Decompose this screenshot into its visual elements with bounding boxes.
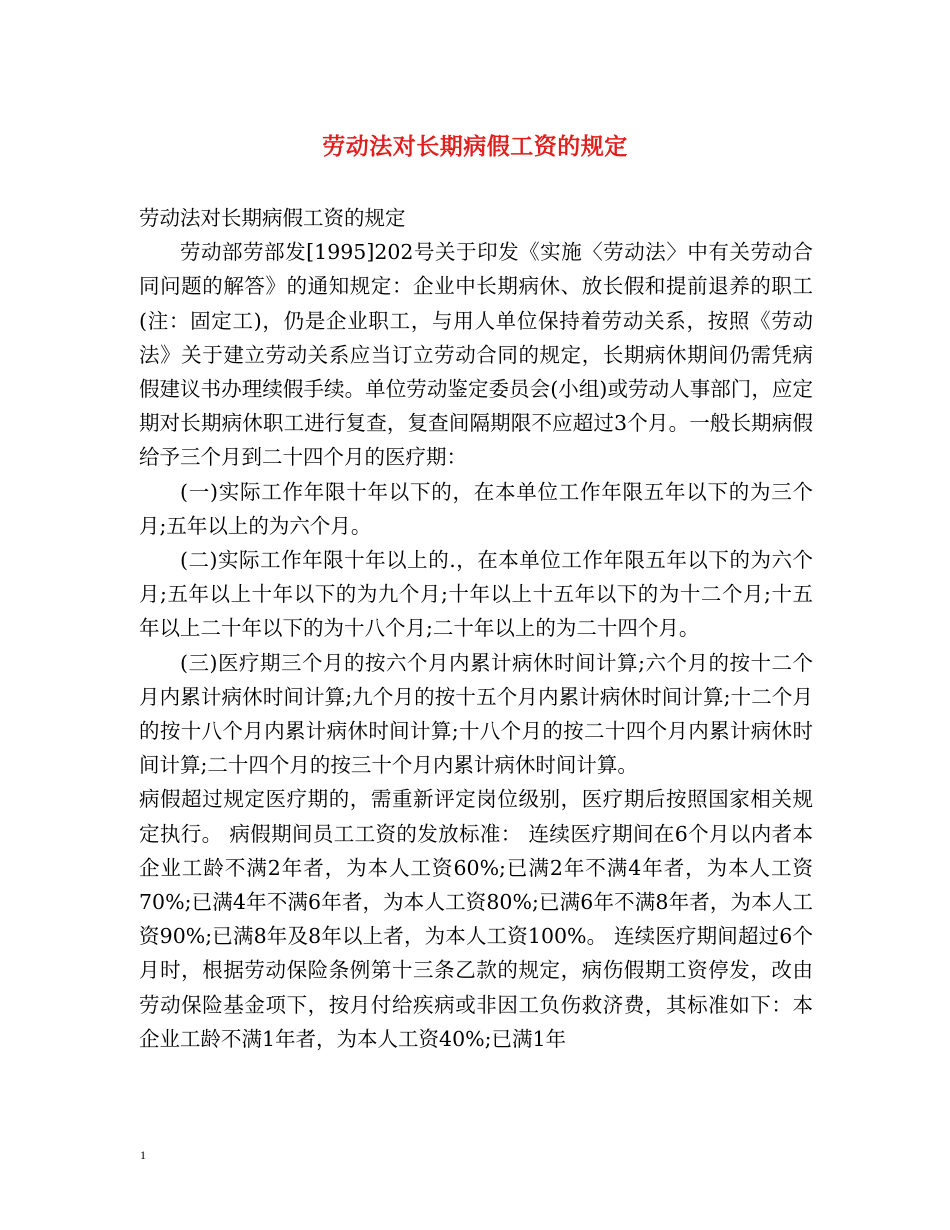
paragraph-intro: 劳动部劳部发[1995]202号关于印发《实施〈劳动法〉中有关劳动合同问题的解答》的通知规定：企业中长期病休、放长假和提前退养的职工(注：固定工)，仍是企业职工，与用人单位保持着劳动关系，按照《劳动法》关于建立劳动关系应当订立劳动合同的规定，长期病休期间仍需凭病假建议书办理续假手续。单位劳动鉴定委员会(小组)或劳动人事部门，应定期对长期病休职工进行复查，复查间隔期限不应超过3个月。一般长期病假给予三个月到二十四个月的医疗期： (139, 240, 813, 470)
document-body (139, 201, 813, 1056)
paragraph-item-2: (二)实际工作年限十年以上的.，在本单位工作年限五年以下的为六个月;五年以上十年以下的为九个月;十年以上十五年以下的为十二个月;十五年以上二十年以下的为十八个月;二十年以上的为二十四个月。 (139, 548, 813, 641)
paragraph-wage-standard: 病假超过规定医疗期的，需重新评定岗位级别，医疗期后按照国家相关规定执行。 病假期间员工工资的发放标准： 连续医疗期间在6个月以内者本企业工龄不满2年者，为本人工资60%;已满2年不满4年者，为本人工资70%;已满4年不满6年者，为本人工资80%;已满6年不满8年者，为本人工资90%;已满8年及8年以上者，为本人工资100%。 连续医疗期间超过6个月时，根据劳动保险条例第十三条乙款的规定，病伤假期工资停发，改由劳动保险基金项下，按月付给疾病或非因工负伤救济费，其标准如下：本企业工龄不满1年者，为本人工资40%;已满1年 (139, 787, 813, 1051)
paragraph-item-3: (三)医疗期三个月的按六个月内累计病休时间计算;六个月的按十二个月内累计病休时间计算;九个月的按十五个月内累计病休时间计算;十二个月的按十八个月内累计病休时间计算;十八个月的按二十四个月内累计病休时间计算;二十四个月的按三十个月内累计病休时间计算。 (139, 650, 813, 778)
document-subtitle: 劳动法对长期病假工资的规定 (139, 206, 406, 230)
paragraph-item-1: (一)实际工作年限十年以下的，在本单位工作年限五年以下的为三个月;五年以上的为六个月。 (139, 479, 813, 538)
page-number: 1 (140, 1148, 146, 1162)
document-title: 劳动法对长期病假工资的规定 (322, 133, 628, 160)
